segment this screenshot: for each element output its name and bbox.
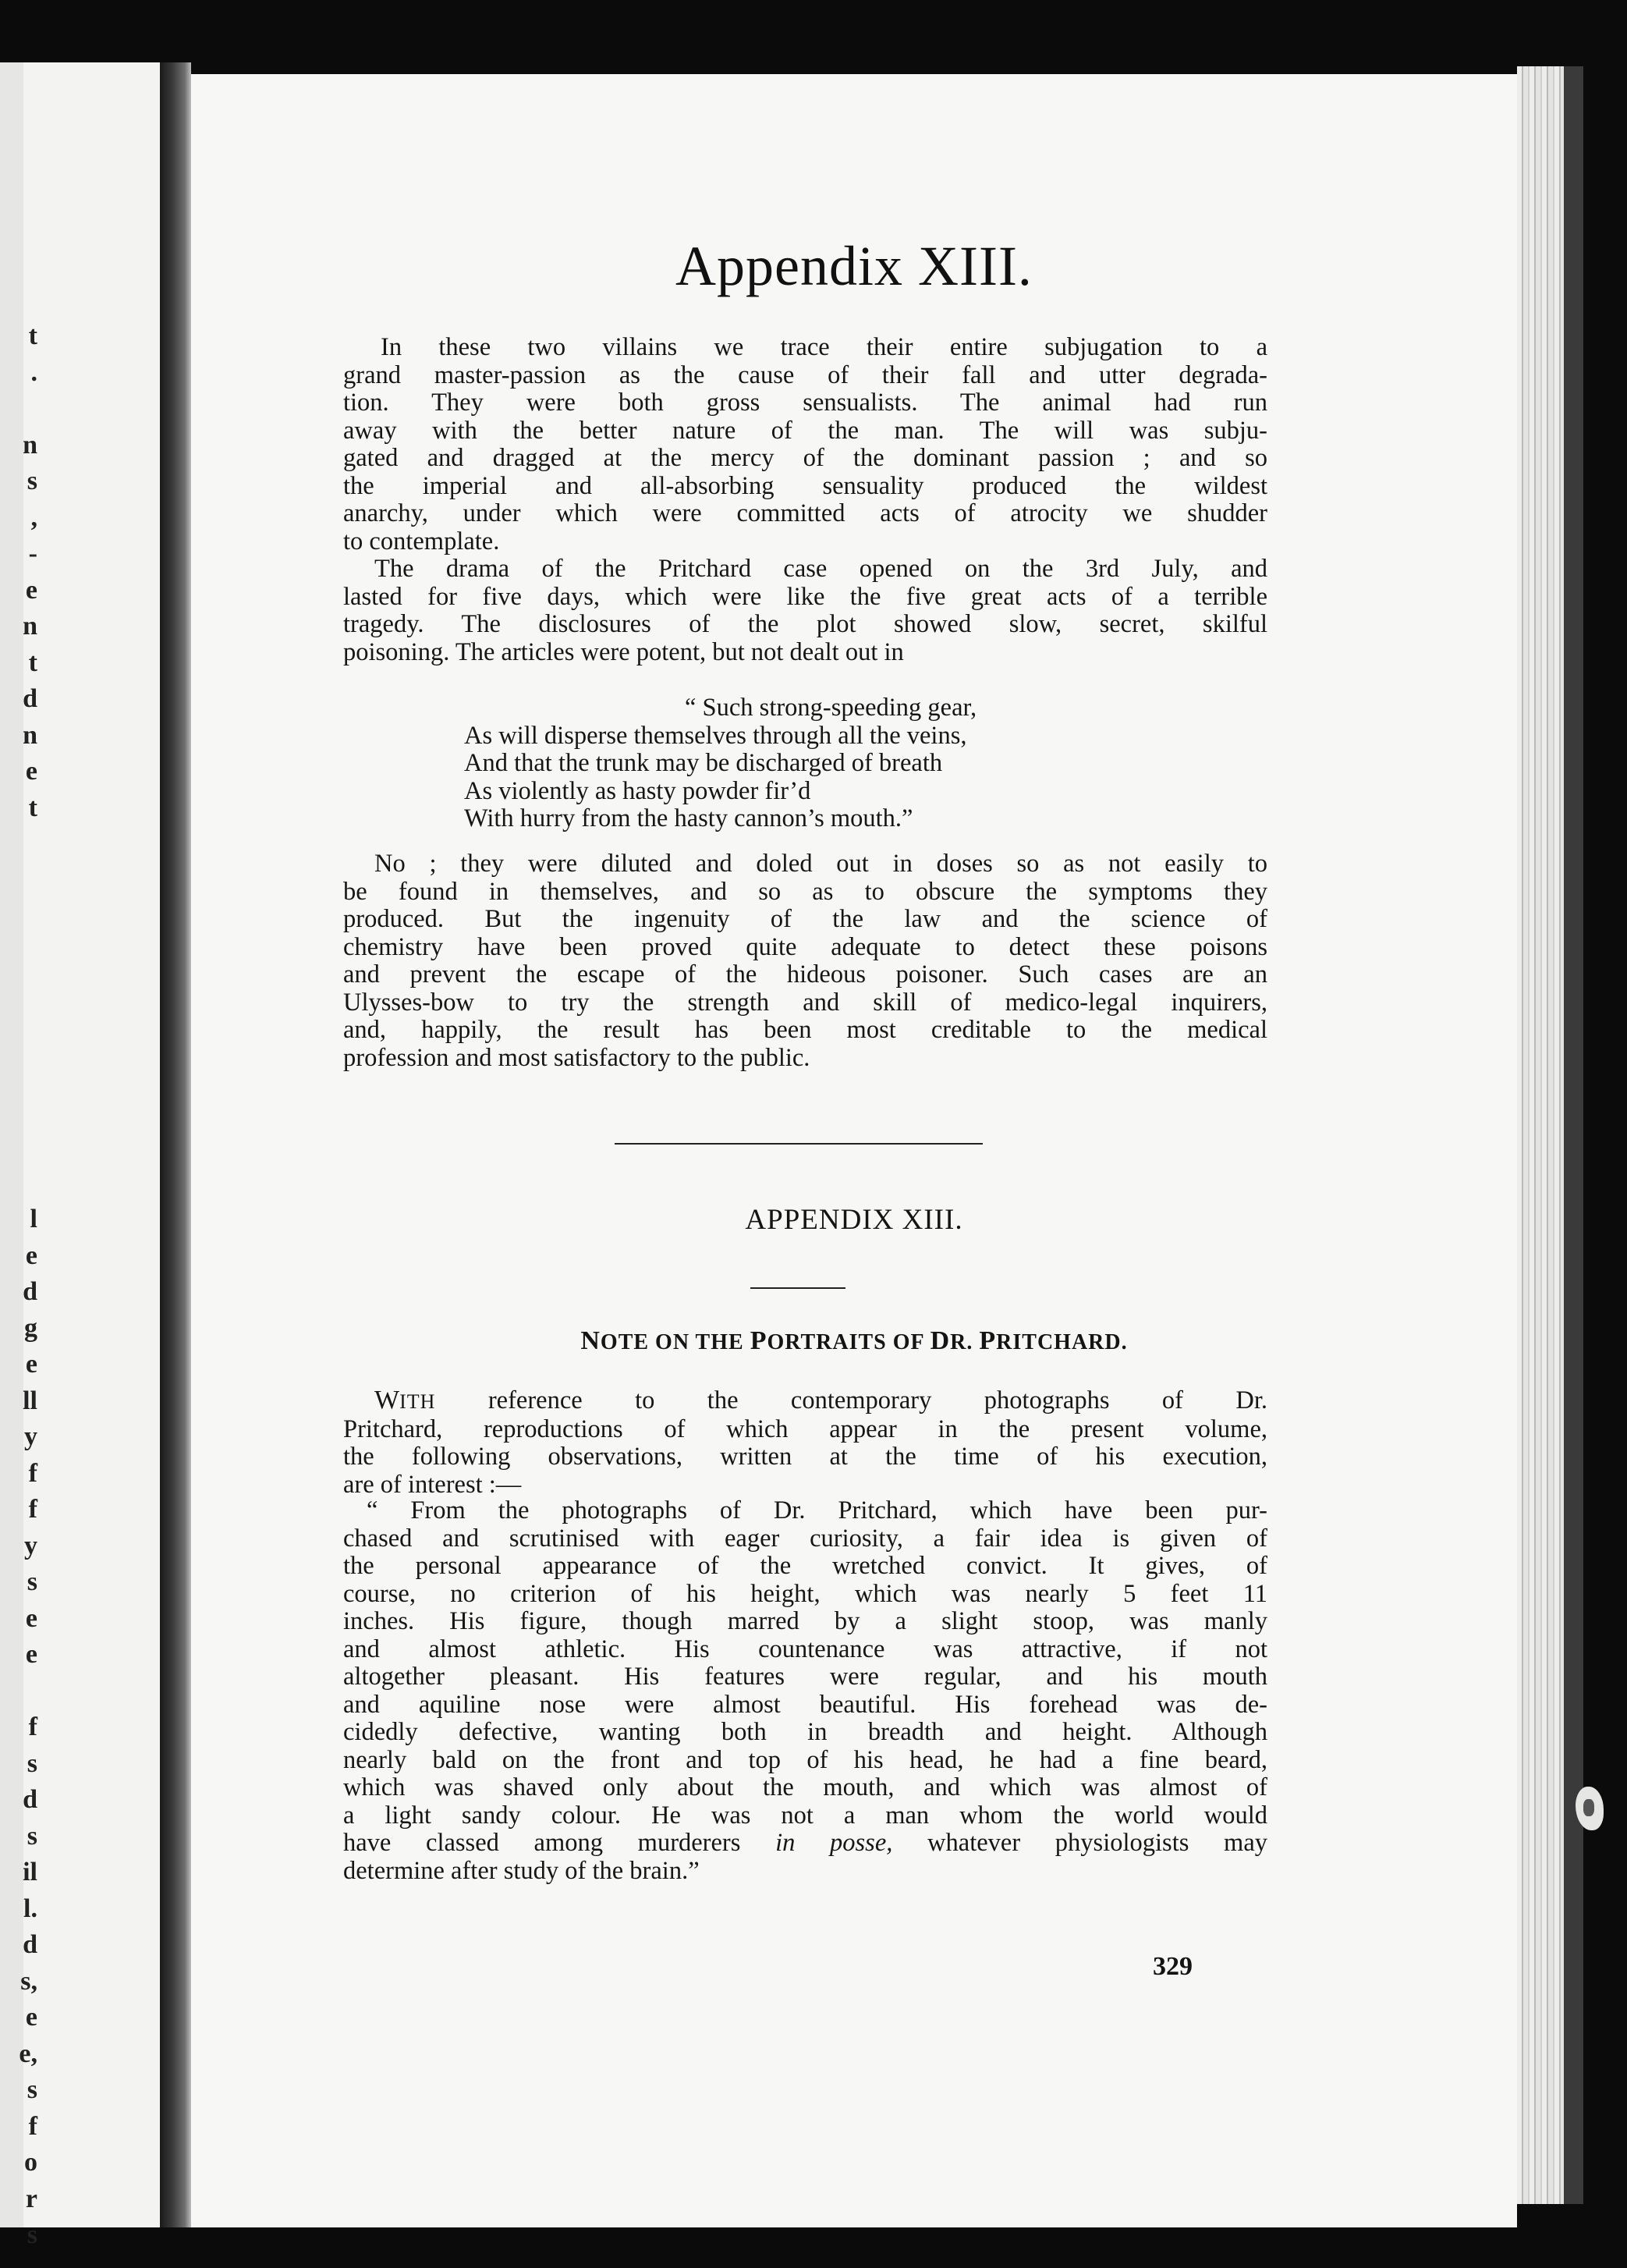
left-page-fragment: t (28, 793, 37, 822)
left-page-fragment: y (24, 1422, 37, 1451)
text-line: Pritchard, reproductions of which appear in the present volume, (343, 1414, 1267, 1443)
left-page (0, 62, 160, 2249)
text-line: and aquiline nose were almost beautiful. His forehead was de- (343, 1690, 1267, 1719)
text-line: nearly bald on the front and top of his head, he had a fine beard, (343, 1745, 1267, 1774)
text-line: tragedy. The disclosures of the plot showed slow, secret, skilful (343, 610, 1267, 638)
verse-line: With hurry from the hasty cannon’s mouth.” (464, 804, 913, 832)
text-line: a light sandy colour. He was not a man whom the world would (343, 1801, 1267, 1830)
paragraph-diluted (343, 850, 1267, 1072)
text-line-part: whatever physiologists may (892, 1829, 1267, 1857)
note-heading-cap: N (580, 1326, 601, 1355)
text-line: profession and most satisfactory to the public. (343, 1043, 810, 1072)
left-page-fragment: e (25, 1603, 37, 1633)
left-page-fragment: g (24, 1313, 37, 1343)
text-line (343, 1830, 1267, 1858)
left-page-fragment: s (27, 2075, 37, 2104)
note-heading-text: OTE ON THE (600, 1330, 750, 1354)
text-line: are of interest :— (343, 1470, 522, 1499)
left-page-fragment: f (28, 1495, 37, 1524)
left-page-fragment: , (30, 502, 37, 532)
paragraph-drama (343, 555, 1267, 666)
left-page-fragment: d (23, 1785, 37, 1814)
note-heading-text: ORTRAITS OF (767, 1330, 930, 1354)
text-line: Ulysses-bow to try the strength and skill of medico-legal inquirers, (343, 988, 1267, 1017)
left-page-fragment: . (30, 357, 37, 387)
text-line: gated and dragged at the mercy of the dominant passion ; and so (343, 444, 1267, 472)
left-page-fragment: n (23, 612, 37, 641)
left-page-fragment: d (23, 684, 37, 713)
left-page-fragment: s (27, 1821, 37, 1851)
left-page-text-fragments-bottom (0, 1201, 37, 2254)
left-page-fragment: e (25, 575, 37, 605)
left-page-fragment: f (28, 2111, 37, 2141)
left-page-fragment (0, 391, 37, 428)
text-line: altogether pleasant. His features were regular, and his mouth (343, 1663, 1267, 1691)
text-line: and almost athletic. His countenance was attractive, if not (343, 1634, 1267, 1663)
text-line: inches. His figure, though marred by a slight stoop, was manly (343, 1607, 1267, 1635)
verse-quotation (464, 694, 1213, 833)
text-line: The drama of the Pritchard case opened on the 3rd July, and (374, 555, 1267, 583)
paragraph-photographs (343, 1386, 1267, 1499)
paragraph-intro (343, 334, 1267, 555)
left-page-fragment: s (27, 2220, 37, 2249)
verse-line: And that the trunk may be discharged of breath (464, 749, 943, 777)
text-line: cidedly defective, wanting both in breadth and height. Although (343, 1718, 1267, 1746)
left-page-fragment: e (25, 1350, 37, 1379)
page-number: 329 (1153, 1952, 1193, 1981)
text-line: grand master-passion as the cause of their fall and utter degrada- (343, 360, 1267, 389)
note-heading-cap: P (979, 1326, 997, 1355)
note-heading (191, 1326, 1517, 1356)
text-line: chemistry have been proved quite adequate to detect these poisons (343, 932, 1267, 961)
left-page-fragment: n (23, 430, 37, 460)
left-page-fragment: e (25, 1240, 37, 1270)
page-edges (1517, 66, 1564, 2204)
left-page-fragment: il (23, 1858, 37, 1886)
appendix-heading: APPENDIX XIII. (745, 1204, 963, 1236)
text-line: and prevent the escape of the hideous poisoner. Such cases are an (343, 960, 1267, 988)
text-line: poisoning. The articles were potent, but not dealt out in (343, 637, 904, 666)
left-page-text-fragments-top (0, 318, 37, 826)
text-line: chased and scrutinised with eager curiosity, a fair idea is given of (343, 1524, 1267, 1553)
left-page-fragment: s, (20, 1966, 37, 1996)
dropcap-letter: W (374, 1386, 400, 1414)
verse-line: “ Such strong-speeding gear, (685, 694, 977, 722)
book-gutter (160, 62, 191, 2227)
text-line: away with the better nature of the man. The will was subju- (343, 416, 1267, 445)
left-page-fragment: d (23, 1930, 37, 1959)
left-page-fragment: t (28, 321, 37, 350)
text-line: anarchy, under which were committed acts of atrocity we shudder (343, 499, 1267, 527)
text-line: to contemplate. (343, 527, 500, 555)
page-title: Appendix XIII. (675, 235, 1033, 297)
note-heading-cap: P (750, 1326, 767, 1355)
text-line: No ; they were diluted and doled out in doses so as not easily to (374, 850, 1267, 878)
left-page-fragment: - (28, 539, 37, 568)
left-page-fragment: d (23, 1277, 37, 1306)
text-line: In these two villains we trace their entire subjugation to a (381, 333, 1267, 361)
left-page-fragment: y (24, 1531, 37, 1560)
italic-phrase: in posse, (775, 1829, 893, 1857)
text-line: “ From the photographs of Dr. Pritchard, which have been pur- (367, 1496, 1267, 1524)
text-line: the following observations, written at the time of his execution, (343, 1443, 1267, 1471)
text-line: lasted for five days, which were like the five great acts of a terrible (343, 582, 1267, 611)
note-heading-text: RITCHARD. (996, 1330, 1128, 1354)
text-line: the personal appearance of the wretched convict. It gives, of (343, 1552, 1267, 1580)
text-line: course, no criterion of his height, which was nearly 5 feet 11 (343, 1579, 1267, 1608)
page-edges-shadow (1564, 66, 1583, 2204)
text-line: the imperial and all-absorbing sensuality produced the wildest (343, 471, 1267, 500)
left-page-fragment: l. (23, 1894, 37, 1923)
text-line: which was shaved only about the mouth, and which was almost of (343, 1773, 1267, 1801)
smallcaps-word: ITH (399, 1390, 436, 1413)
verse-line: As violently as hasty powder fir’d (464, 776, 811, 805)
left-page-fragment: f (28, 1713, 37, 1741)
paragraph-quotation (343, 1497, 1267, 1885)
left-page-fragment: t (28, 648, 37, 677)
left-page-fragment: s (27, 1748, 37, 1778)
text-line: tion. They were both gross sensualists. The animal had run (343, 389, 1267, 417)
text-line: be found in themselves, and so as to obscure the symptoms they (343, 877, 1267, 906)
left-page-fragment: f (28, 1458, 37, 1488)
left-page-fragment: s (27, 467, 37, 495)
left-page-fragment: o (24, 2148, 37, 2177)
left-page-fragment: e (25, 2003, 37, 2032)
short-divider-rule (750, 1287, 845, 1289)
text-line: produced. But the ingenuity of the law and the science of (343, 905, 1267, 933)
text-line-part: have classed among murderers (343, 1829, 776, 1857)
text-line: determine after study of the brain.” (343, 1856, 700, 1885)
left-page-fragment: s (27, 1567, 37, 1596)
left-page-fragment: n (23, 720, 37, 750)
text-line-rest: reference to the contemporary photographs of Dr. (435, 1386, 1267, 1414)
text-line (343, 1386, 1267, 1416)
left-page-fragment: e (25, 1640, 37, 1669)
left-page-fragment: l (30, 1205, 37, 1233)
section-divider-rule (615, 1143, 983, 1145)
note-heading-text: R. (950, 1330, 980, 1354)
left-page-fragment: e, (19, 2039, 37, 2068)
left-page-fragment: r (25, 2184, 37, 2213)
left-page-fragment (0, 1673, 37, 1710)
left-page-fragment: e (25, 757, 37, 786)
left-page-fragment: ll (23, 1386, 37, 1415)
verse-line: As will disperse themselves through all the veins, (464, 721, 967, 750)
text-line: and, happily, the result has been most creditable to the medical (343, 1016, 1267, 1044)
note-heading-cap: D (930, 1326, 951, 1355)
